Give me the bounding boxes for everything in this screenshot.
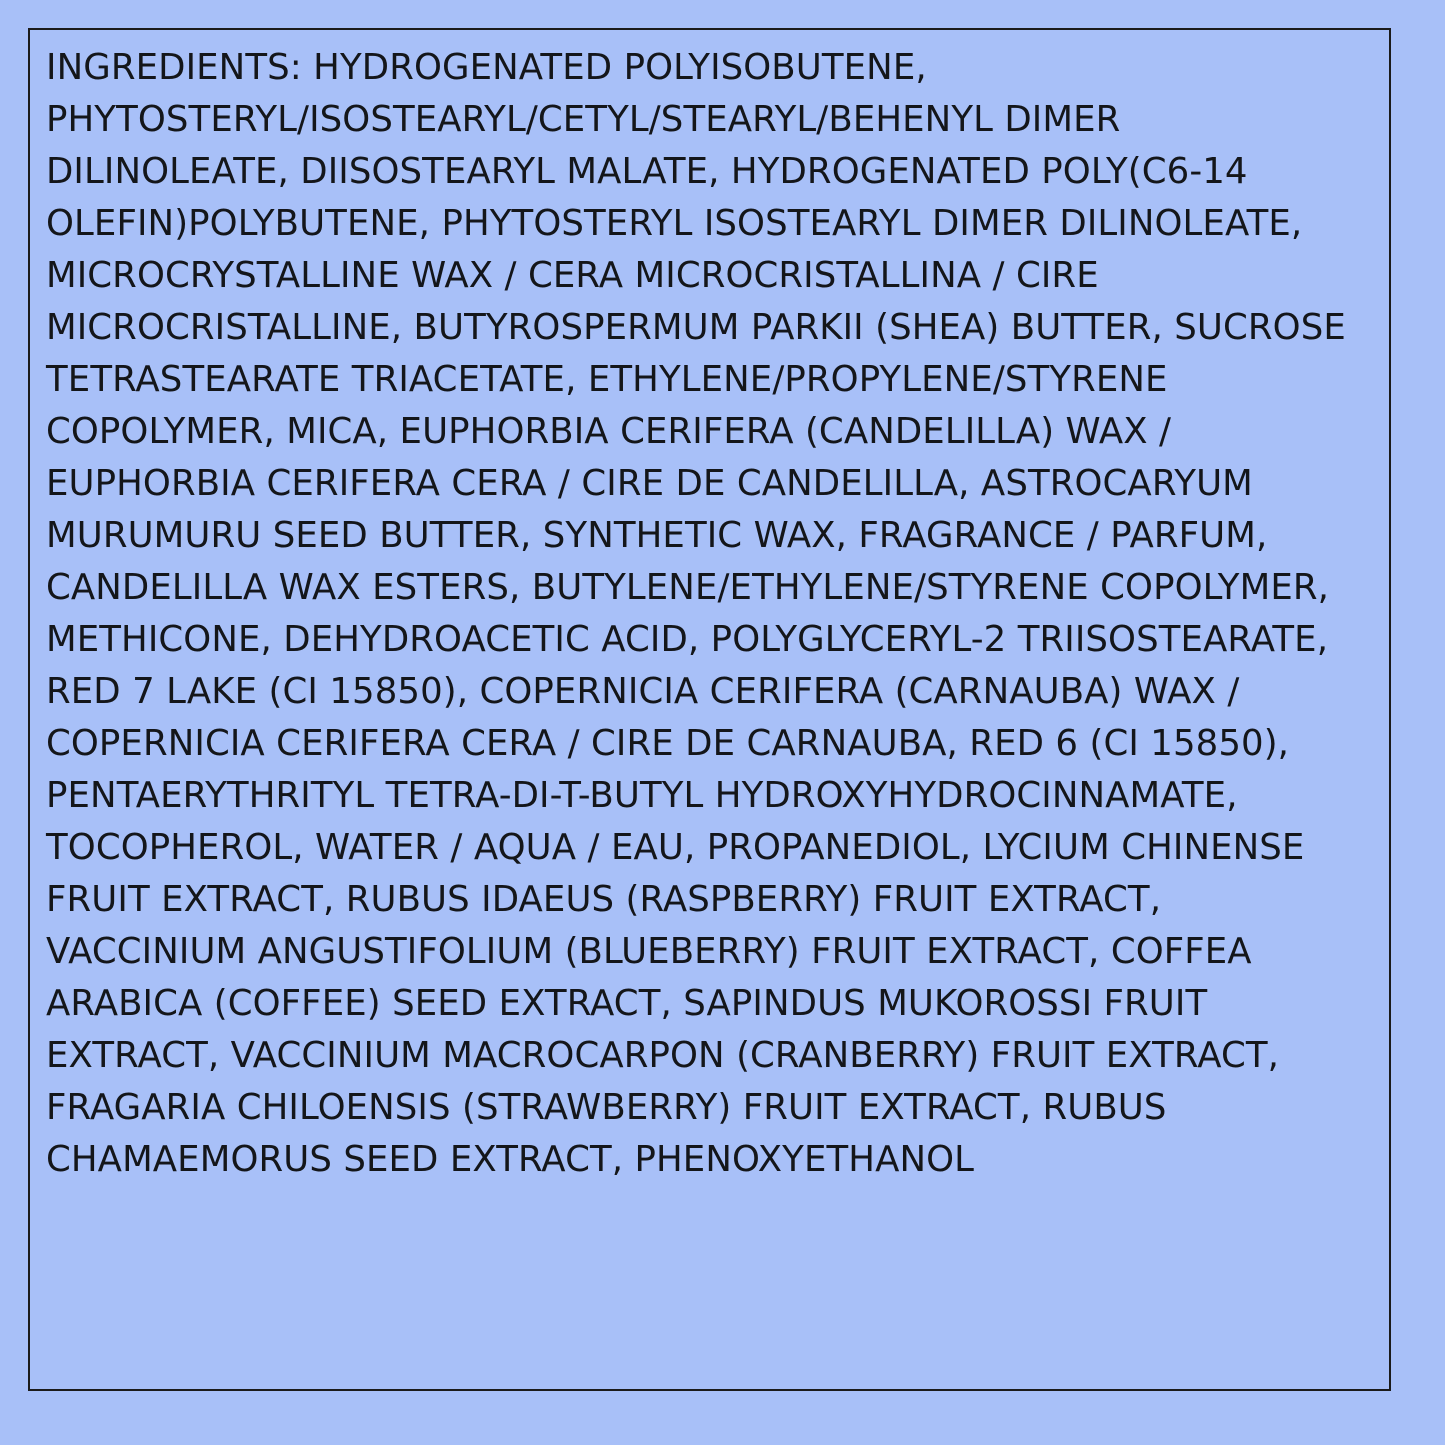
ingredients-panel: [28, 28, 1391, 1391]
ingredients-list-text: INGREDIENTS: HYDROGENATED POLYISOBUTENE, PHYTOSTERYL/ISOSTEARYL/CETYL/STEARYL/BEHENYL DIMER DILINOLEATE, DIISOSTEARYL MALATE, HYDROGENATED POLY(C6-14 OLEFIN)POLYBUTENE, PHYTOSTERYL ISOSTEARYL DIMER DILINOLEATE, MICROCRYSTALLINE WAX / CERA MICROCRISTALLINA / CIRE MICROCRISTALLINE, BUTYROSPERMUM PARKII (SHEA) BUTTER, SUCROSE TETRASTEARATE TRIACETATE, ETHYLENE/PROPYLENE/STYRENE COPOLYMER, MICA, EUPHORBIA CERIFERA (CANDELILLA) WAX / EUPHORBIA CERIFERA CERA / CIRE DE CANDELILLA, ASTROCARYUM MURUMURU SEED BUTTER, SYNTHETIC WAX, FRAGRANCE / PARFUM, CANDELILLA WAX ESTERS, BUTYLENE/ETHYLENE/STYRENE COPOLYMER, METHICONE, DEHYDROACETIC ACID, POLYGLYCERYL-2 TRIISOSTEARATE, RED 7 LAKE (CI 15850), COPERNICIA CERIFERA (CARNAUBA) WAX / COPERNICIA CERIFERA CERA / CIRE DE CARNAUBA, RED 6 (CI 15850), PENTAERYTHRITYL TETRA-DI-T-BUTYL HYDROXYHYDROCINNAMATE, TOCOPHEROL, WATER / AQUA / EAU, PROPANEDIOL, LYCIUM CHINENSE FRUIT EXTRACT, RUBUS IDAEUS (RASPBERRY) FRUIT EXTRACT, VACCINIUM ANGUSTIFOLIUM (BLUEBERRY) FRUIT EXTRACT, COFFEA ARABICA (COFFEE) SEED EXTRACT, SAPINDUS MUKOROSSI FRUIT EXTRACT, VACCINIUM MACROCARPON (CRANBERRY) FRUIT EXTRACT, FRAGARIA CHILOENSIS (STRAWBERRY) FRUIT EXTRACT, RUBUS CHAMAEMORUS SEED EXTRACT, PHENOXYETHANOL: [46, 47, 1358, 1180]
